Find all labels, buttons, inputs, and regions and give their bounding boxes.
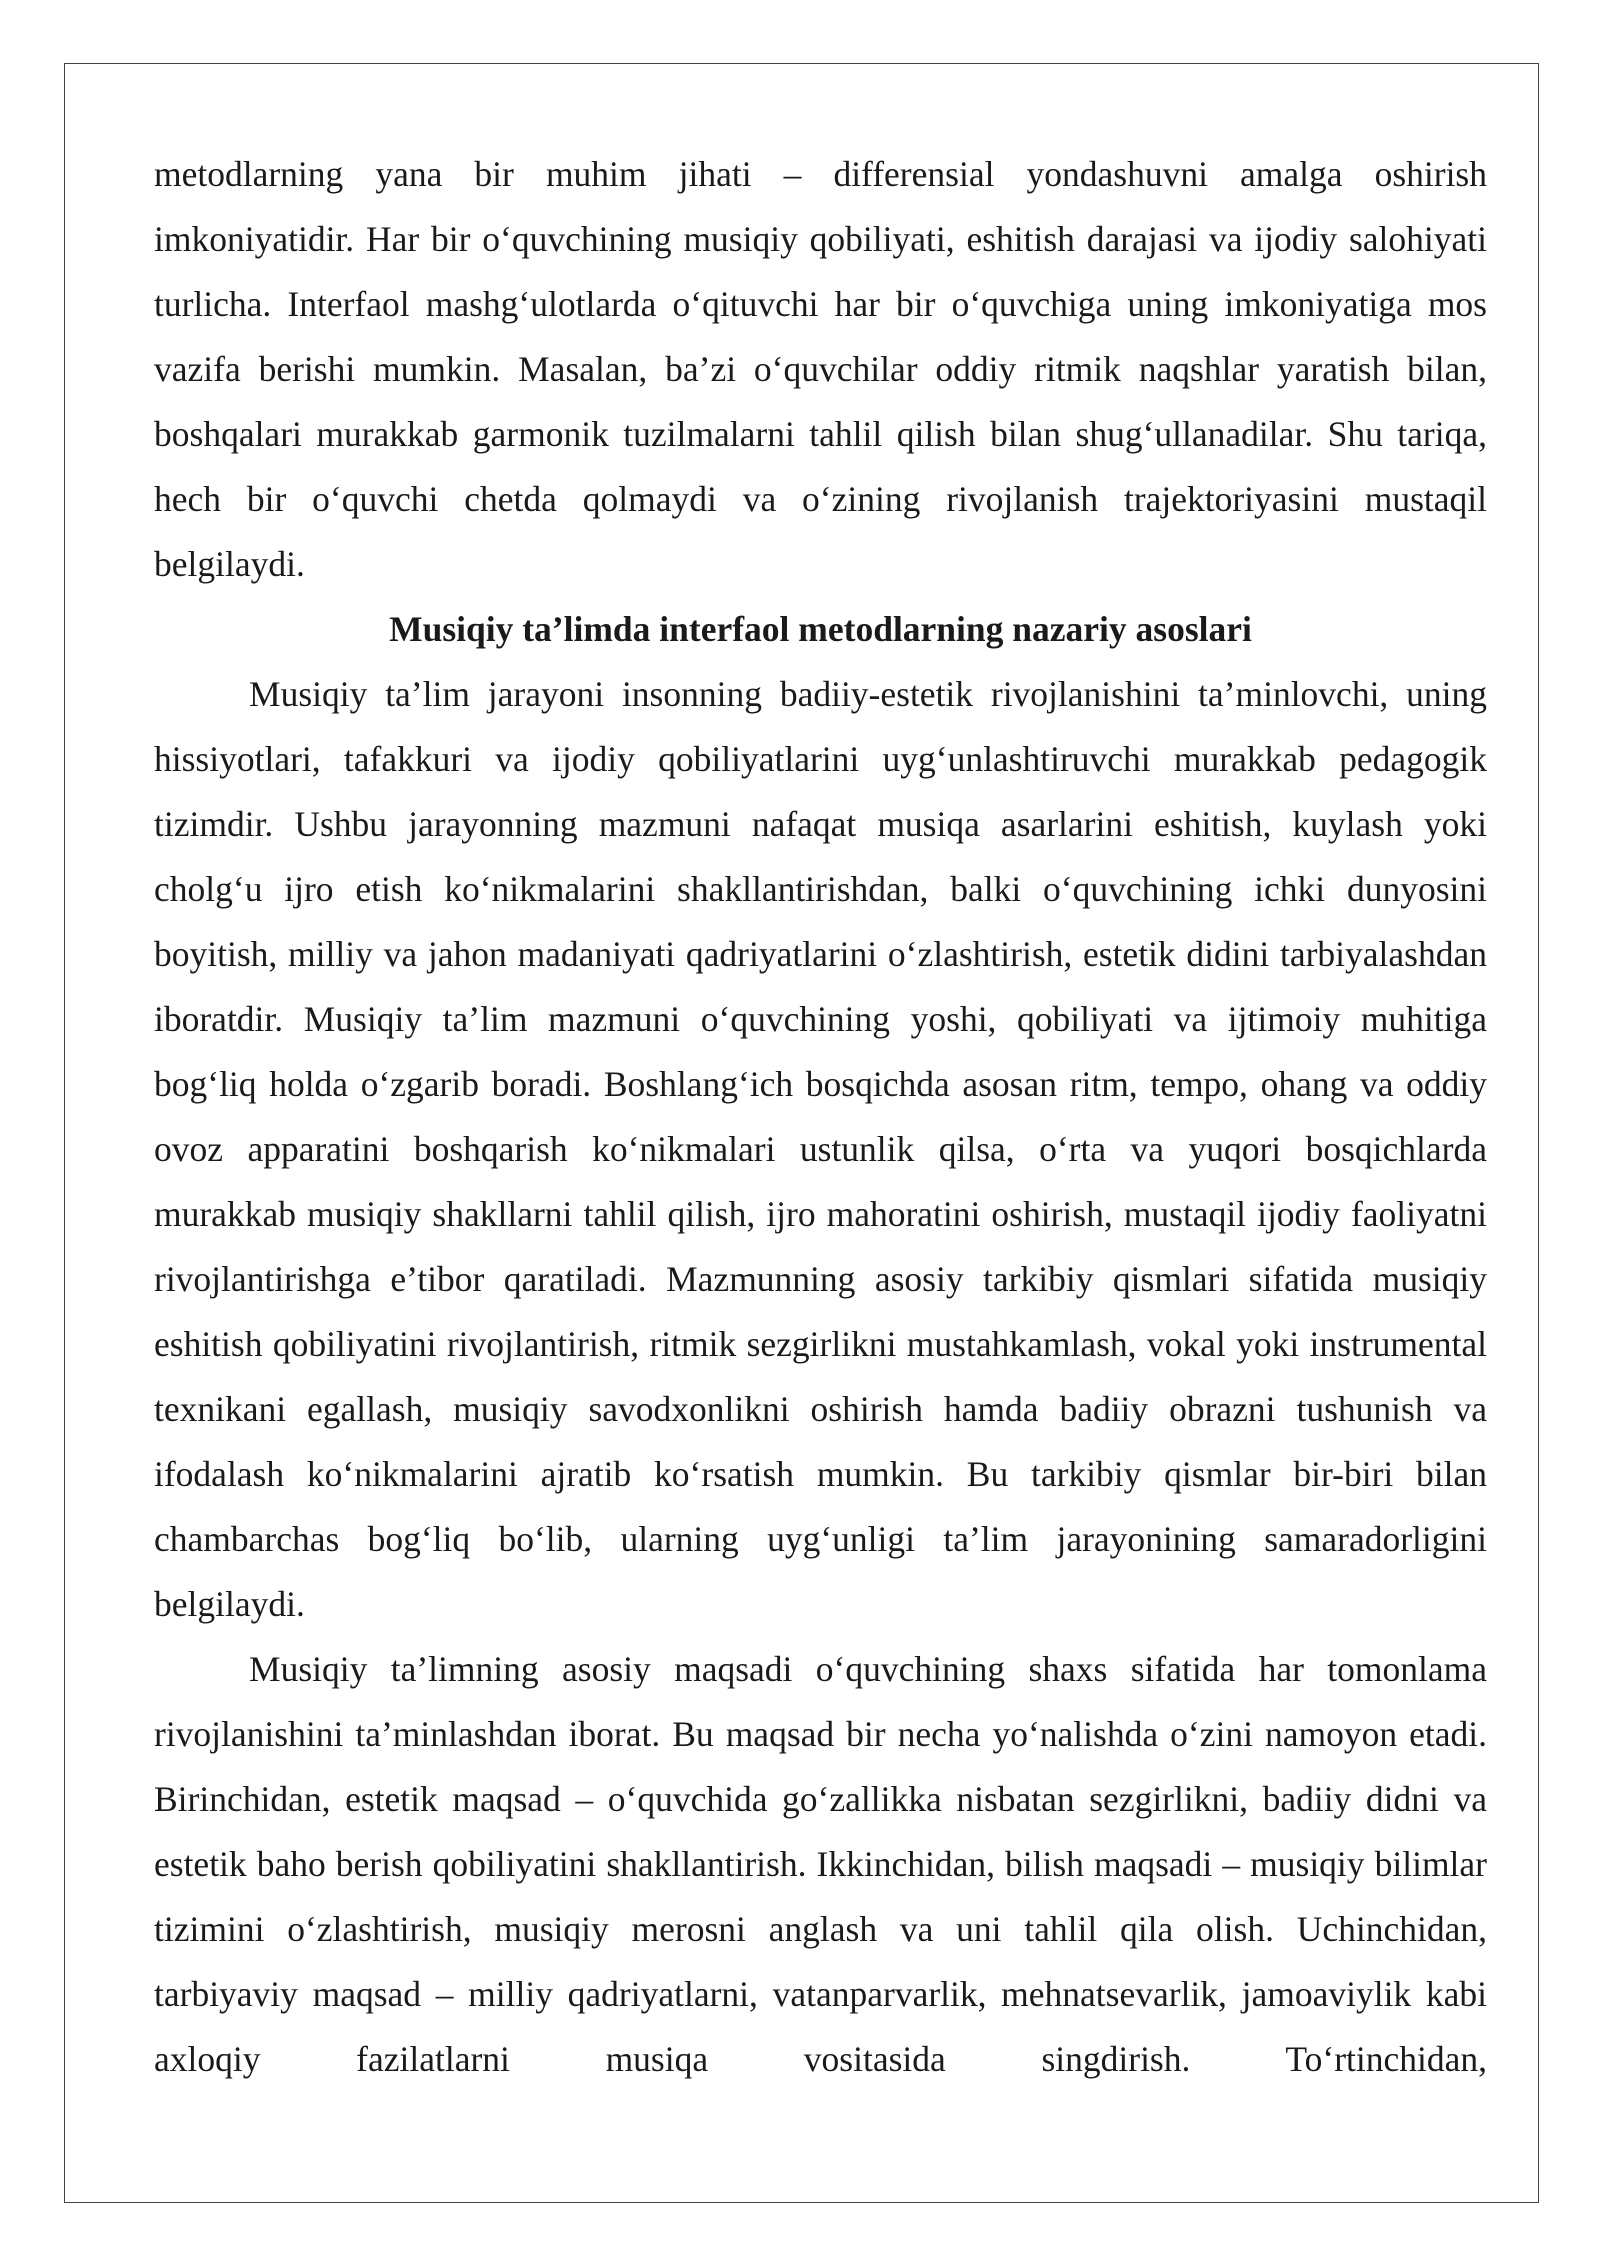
section-heading: Musiqiy ta’limda interfaol metodlarning nazariy asoslari <box>389 609 1252 649</box>
document-body <box>154 142 1487 2092</box>
paragraph-continued: metodlarning yana bir muhim jihati – differensial yondashuvni amalga oshirish imkoniyatidir. Har bir o‘quvchining musiqiy qobiliyati, eshitish darajasi va ijodiy salohiyati turlicha. Interfaol mashg‘ulotlarda o‘qituvchi har bir o‘quvchiga uning imkoniyatiga mos vazifa berishi mumkin. Masalan, ba’zi o‘quvchilar oddiy ritmik naqshlar yaratish bilan, boshqalari murakkab garmonik tuzilmalarni tahlil qilish bilan shug‘ullanadilar. Shu tariqa, hech bir o‘quvchi chetda qolmaydi va o‘zining rivojlanish trajektoriyasini mustaqil belgilaydi. <box>154 154 1487 584</box>
paragraph-content: Musiqiy ta’lim jarayoni insonning badiiy-estetik rivojlanishini ta’minlovchi, uning hissiyotlari, tafakkuri va ijodiy qobiliyatlarini uyg‘unlashtiruvchi murakkab pedagogik tizimdir. Ushbu jarayonning mazmuni nafaqat musiqa asarlarini eshitish, kuylash yoki cholg‘u ijro etish ko‘nikmalarini shakllantirishdan, balki o‘quvchining ichki dunyosini boyitish, milliy va jahon madaniyati qadriyatlarini o‘zlashtirish, estetik didini tarbiyalashdan iboratdir. Musiqiy ta’lim mazmuni o‘quvchining yoshi, qobiliyati va ijtimoiy muhitiga bog‘liq holda o‘zgarib boradi. Boshlang‘ich bosqichda asosan ritm, tempo, ohang va oddiy ovoz apparatini boshqarish ko‘nikmalari ustunlik qilsa, o‘rta va yuqori bosqichlarda murakkab musiqiy shakllarni tahlil qilish, ijro mahoratini oshirish, mustaqil ijodiy faoliyatni rivojlantirishga e’tibor qaratiladi. Mazmunning asosiy tarkibiy qismlari sifatida musiqiy eshitish qobiliyatini rivojlantirish, ritmik sezgirlikni mustahkamlash, vokal yoki instrumental texnikani egallash, musiqiy savodxonlikni oshirish hamda badiiy obrazni tushunish va ifodalash ko‘nikmalarini ajratib ko‘rsatish mumkin. Bu tarkibiy qismlar bir-biri bilan chambarchas bog‘liq bo‘lib, ularning uyg‘unligi ta’lim jarayonining samaradorligini belgilaydi. <box>154 674 1487 1624</box>
paragraph-goals: Musiqiy ta’limning asosiy maqsadi o‘quvchining shaxs sifatida har tomonlama rivojlanishini ta’minlashdan iborat. Bu maqsad bir necha yo‘nalishda o‘zini namoyon etadi. Birinchidan, estetik maqsad – o‘quvchida go‘zallikka nisbatan sezgirlikni, badiiy didni va estetik baho berish qobiliyatini shakllantirish. Ikkinchidan, bilish maqsadi – musiqiy bilimlar tizimini o‘zlashtirish, musiqiy merosni anglash va uni tahlil qila olish. Uchinchidan, tarbiyaviy maqsad – milliy qadriyatlarni, vatanparvarlik, mehnatsevarlik, jamoaviylik kabi axloqiy fazilatlarni musiqa vositasida singdirish. To‘rtinchidan, <box>154 1649 1487 2079</box>
